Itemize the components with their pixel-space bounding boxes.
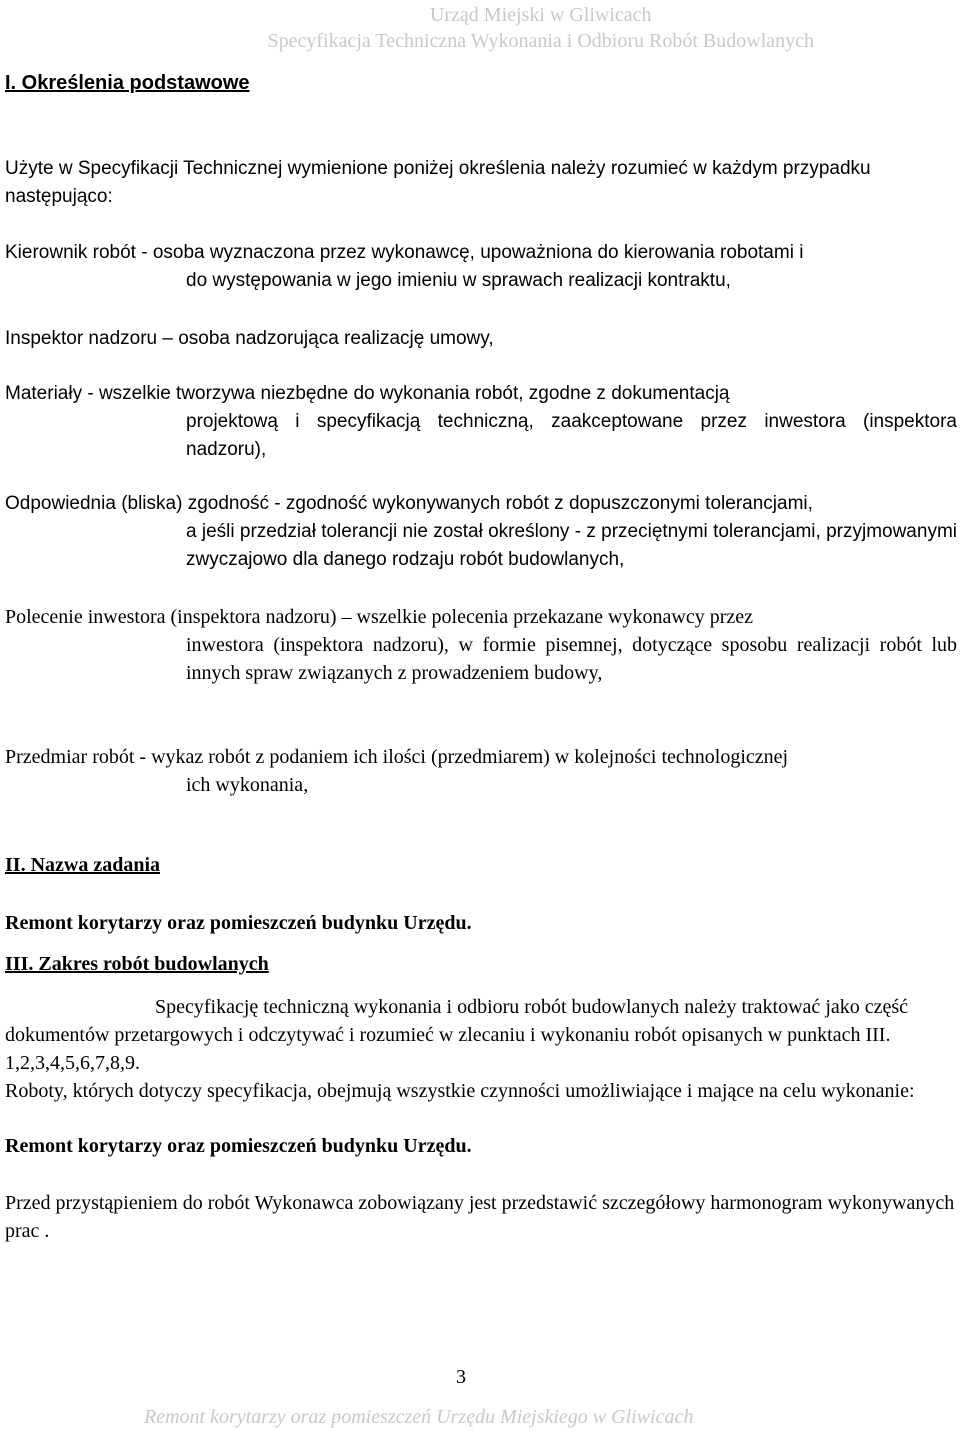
- definition-first-line: Odpowiednia (bliska) zgodność - zgodność wykonywanych robót z dopuszczonymi tolerancjami,: [5, 493, 813, 514]
- section-2-title: II. Nazwa zadania: [5, 854, 161, 876]
- definition-first-line: Polecenie inwestora (inspektora nadzoru) – wszelkie polecenia przekazane wykonawcy przez: [5, 606, 753, 628]
- page-footer: Remont korytarzy oraz pomieszczeń Urzędu Miejskiego w Gliwicach: [144, 1406, 694, 1428]
- definition-continuation: a jeśli przedział tolerancji nie został określony - z przeciętnymi tolerancjami, przyjmowanymi zwyczajowo dla danego rodzaju robót budowlanych,: [186, 521, 957, 570]
- definition-first-line: Przedmiar robót - wykaz robót z podaniem ich ilości (przedmiarem) w kolejności technologicznej: [5, 746, 789, 768]
- definition-inspektor: [5, 325, 957, 353]
- header-office: Urząd Miejski w Gliwicach: [429, 4, 652, 26]
- definition-continuation: ich wykonania,: [186, 774, 309, 796]
- task-name: Remont korytarzy oraz pomieszczeń budynku Urzędu.: [5, 912, 472, 934]
- definition-first-line: Kierownik robót - osoba wyznaczona przez wykonawcę, upoważniona do kierowania robotami i: [5, 242, 804, 263]
- section-1-title: I. Określenia podstawowe: [5, 72, 250, 94]
- definition-first-line: Materiały - wszelkie tworzywa niezbędne do wykonania robót, zgodne z dokumentacją: [5, 383, 730, 404]
- page-header: [267, 2, 814, 54]
- scope-paragraph: Specyfikację techniczną wykonania i odbioru robót budowlanych należy traktować jako część dokumentów przetargowych i odczytywać i rozumieć w zlecaniu i wykonaniu robót opisanych w punktach III. 1,2,3,4,5,6,7,8,9.: [5, 996, 909, 1074]
- definition-continuation: do występowania w jego imieniu w sprawach realizacji kontraktu,: [186, 270, 731, 291]
- definition-polecenie: [5, 603, 957, 687]
- definition-kierownik: [5, 239, 957, 295]
- definition-zgodnosc: [5, 490, 957, 574]
- intro-paragraph: Użyte w Specyfikacji Technicznej wymienione poniżej określenia należy rozumieć w każdym przypadku następująco:: [5, 158, 871, 207]
- scope-works-paragraph: Roboty, których dotyczy specyfikacja, obejmują wszystkie czynności umożliwiające i mające na celu wykonanie:: [5, 1080, 915, 1102]
- page-number: 3: [456, 1366, 466, 1388]
- section-3-title: III. Zakres robót budowlanych: [5, 953, 269, 975]
- definition-continuation: inwestora (inspektora nadzoru), w formie pisemnej, dotyczące sposobu realizacji robót lub innych spraw związanych z prowadzeniem budowy,: [186, 634, 957, 684]
- schedule-paragraph: Przed przystąpieniem do robót Wykonawca zobowiązany jest przedstawić szczegółowy harmonogram wykonywanych prac .: [5, 1192, 955, 1242]
- definition-continuation: projektową i specyfikacją techniczną, zaakceptowane przez inwestora (inspektora nadzoru),: [186, 411, 957, 460]
- definition-first-line: Inspektor nadzoru – osoba nadzorująca realizację umowy,: [5, 328, 494, 349]
- definition-materialy: [5, 380, 957, 464]
- header-spec-title: Specyfikacja Techniczna Wykonania i Odbioru Robót Budowlanych: [267, 30, 814, 52]
- definition-przedmiar: [5, 743, 957, 799]
- task-name-repeat: Remont korytarzy oraz pomieszczeń budynku Urzędu.: [5, 1135, 472, 1157]
